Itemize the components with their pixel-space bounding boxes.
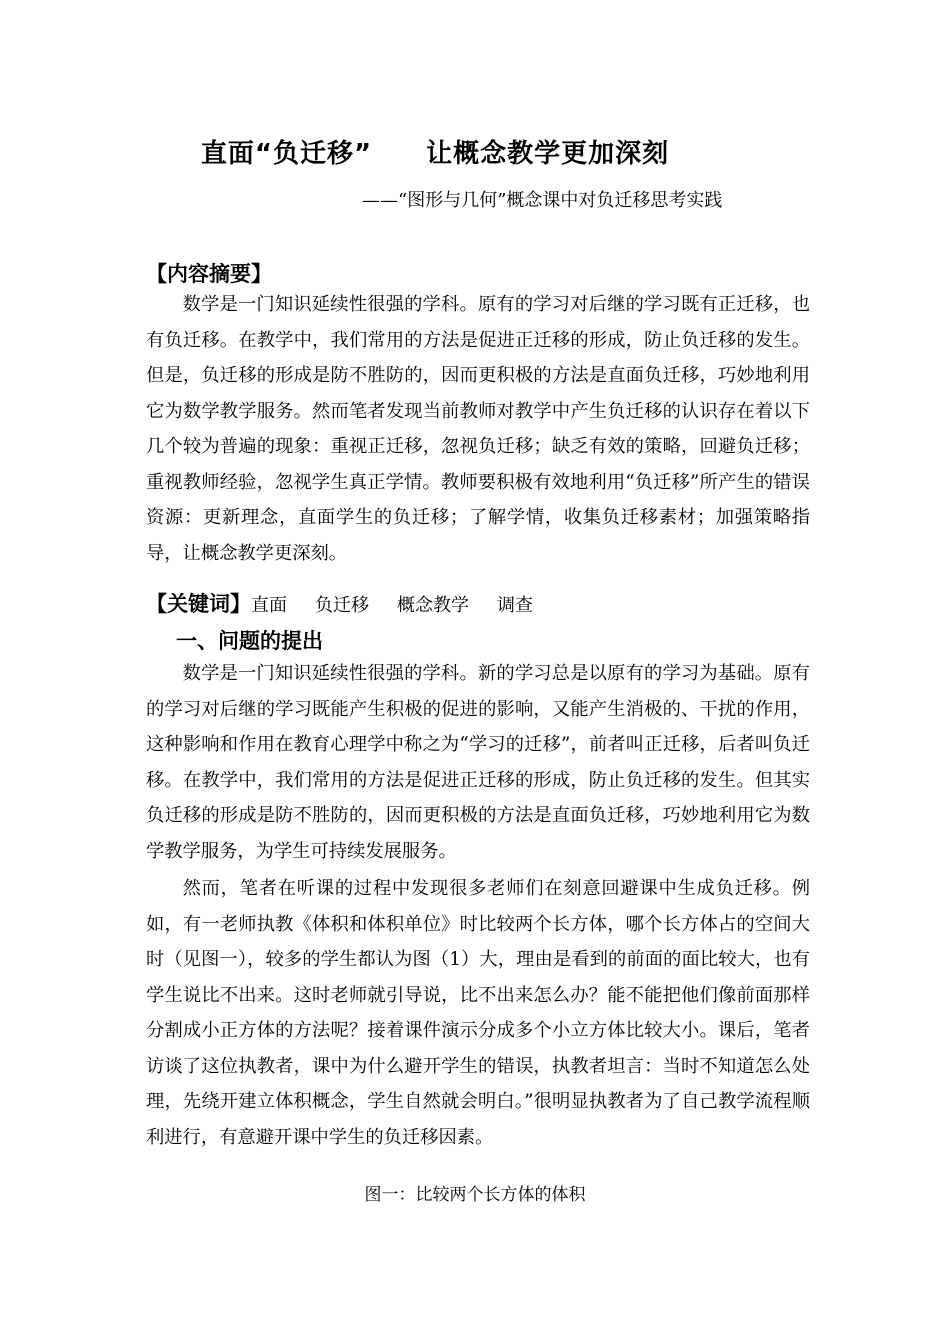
- keyword-item: 调查: [497, 595, 533, 616]
- keywords-line: [146, 588, 561, 618]
- keyword-item: 概念教学: [397, 595, 469, 616]
- keyword-item: 直面: [251, 595, 287, 616]
- keywords-label: 【关键词】: [146, 592, 251, 616]
- section-heading: 一、问题的提出: [176, 629, 323, 653]
- figure-caption: 图一：比较两个长方体的体积: [364, 1185, 586, 1205]
- abstract-heading: 【内容摘要】: [146, 262, 272, 286]
- keyword-item: 负迁移: [315, 595, 369, 616]
- document-title: 直面“负迁移” 让概念教学更加深刻: [200, 139, 670, 169]
- body-paragraph: 然而，笔者在听课的过程中发现很多老师们在刻意回避课中生成负迁移。例如，有一老师执教《体积和体积单位》时比较两个长方体，哪个长方体占的空间大时（见图一），较多的学生都认为图（1）大，理由是看到的前面的面比较大，也有学生说比不出来。这时老师就引导说，比不出来怎么办？能不能把他们像前面那样分割成小正方体的方法呢？接着课件演示分成多个小立方体比较大小。课后，笔者访谈了这位执教者，课中为什么避开学生的错误，执教者坦言：当时不知道怎么处理，先绕开建立体积概念，学生自然就会明白。”很明显执教者为了自己教学流程顺利进行，有意避开课中学生的负迁移因素。: [146, 878, 810, 1148]
- body-paragraph: 数学是一门知识延续性很强的学科。新的学习总是以原有的学习为基础。原有的学习对后继的学习既能产生积极的促进的影响，又能产生消极的、干扰的作用，这种影响和作用在教育心理学中称之为“学习的迁移”，前者叫正迁移，后者叫负迁移。在教学中，我们常用的方法是促进正迁移的形成，防止负迁移的发生。但其实负迁移的形成是防不胜防的，因而更积极的方法是直面负迁移，巧妙地利用它为数学教学服务，为学生可持续发展服务。: [146, 663, 810, 862]
- abstract-paragraph: 数学是一门知识延续性很强的学科。原有的学习对后继的学习既有正迁移，也有负迁移。在教学中，我们常用的方法是促进正迁移的形成，防止负迁移的发生。但是，负迁移的形成是防不胜防的，因而更积极的方法是直面负迁移，巧妙地利用它为数学教学服务。然而笔者发现当前教师对教学中产生负迁移的认识存在着以下几个较为普遍的现象：重视正迁移，忽视负迁移；缺乏有效的策略，回避负迁移；重视教师经验，忽视学生真正学情。教师要积极有效地利用“负迁移”所产生的错误资源：更新理念，直面学生的负迁移；了解学情，收集负迁移素材；加强策略指导，让概念教学更深刻。: [146, 294, 810, 564]
- document-subtitle: ——“图形与几何”概念课中对负迁移思考实践: [362, 190, 723, 211]
